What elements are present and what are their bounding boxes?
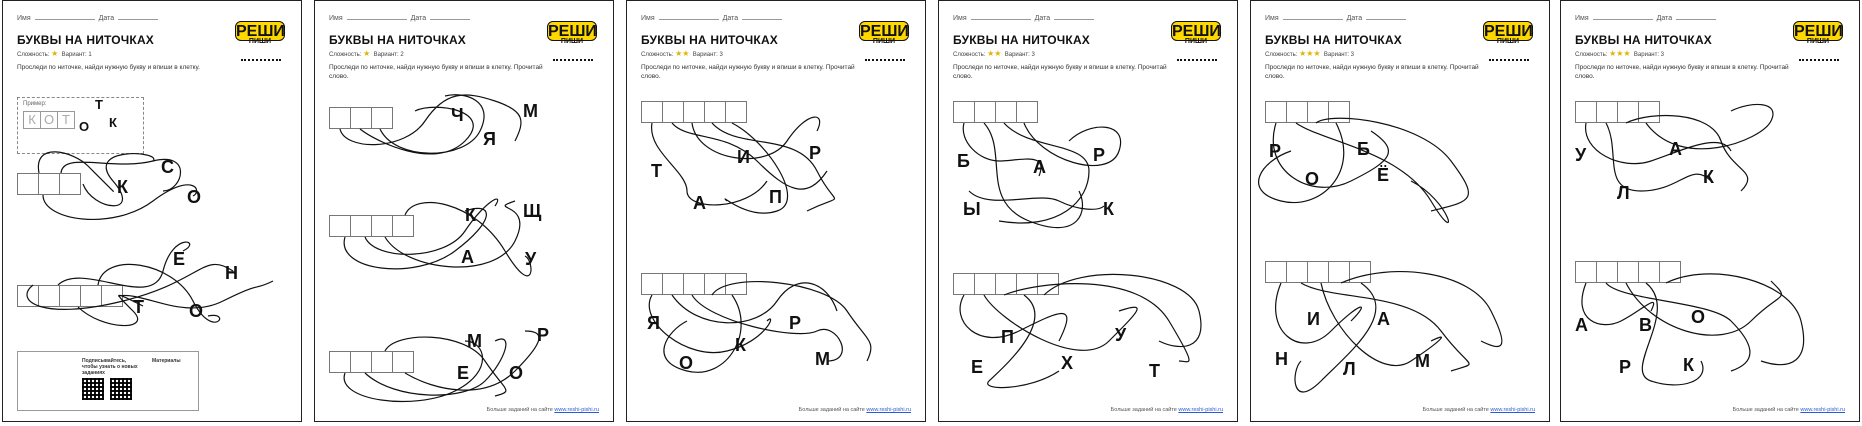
- instructions: Проследи по ниточке, найди нужную букву и впиши в клетку. Прочитай слово.: [1265, 64, 1479, 80]
- instructions: Проследи по ниточке, найди нужную букву и впиши в клетку. Прочитай слово.: [953, 64, 1167, 80]
- instructions: Проследи по ниточке, найди нужную букву и впиши в клетку. Прочитай слово.: [329, 64, 543, 80]
- thread-letter: Н: [225, 263, 238, 283]
- thread-lines: [939, 1, 1238, 422]
- thread-letter: П: [1001, 327, 1014, 347]
- thread-letter: К: [1103, 199, 1114, 219]
- thread-letter: К: [1703, 167, 1714, 187]
- thread-letter: О: [1691, 307, 1706, 327]
- thread-letter: А: [461, 247, 474, 267]
- thread-letter: М: [523, 101, 538, 121]
- thread-letter: К: [735, 335, 746, 355]
- thread-letter: И: [737, 147, 750, 167]
- thread-letter: С: [161, 157, 174, 177]
- logo: РЕШИ ПИШИ: [1172, 23, 1221, 45]
- instructions: Проследи по ниточке, найди нужную букву и впиши в клетку. Прочитай слово.: [1575, 64, 1789, 80]
- footer: Больше заданий на сайте www.reshi-pishi.ru: [1732, 407, 1845, 413]
- header-fields: Имя Дата: [1575, 13, 1720, 22]
- thread-letter: О: [509, 363, 524, 383]
- thread-letter: М: [1415, 351, 1430, 371]
- thread-letter: Л: [1343, 359, 1356, 379]
- thread-letter: Е: [457, 363, 470, 383]
- qr-code[interactable]: [82, 378, 104, 400]
- example-cell: О: [40, 111, 58, 129]
- thread-letter: О: [189, 301, 204, 321]
- star-icon: ★★★: [1299, 49, 1321, 58]
- instructions: Проследи по ниточке, найди нужную букву и впиши в клетку. Прочитай слово.: [641, 64, 855, 80]
- thread-letter: Я: [647, 313, 660, 333]
- star-icon: ★★: [675, 49, 690, 58]
- header-fields: Имя Дата: [953, 13, 1098, 22]
- thread-letter: Р: [1093, 145, 1106, 165]
- footer: Больше заданий на сайте www.reshi-pishi.ru: [1110, 407, 1223, 413]
- page-title: БУКВЫ НА НИТОЧКАХ: [1265, 33, 1403, 47]
- thread-letter: Т: [651, 161, 662, 181]
- worksheet-page-4: [938, 0, 1238, 422]
- thread-letter: У: [1115, 325, 1127, 345]
- difficulty-row: Сложность: ★★ Вариант: 3: [953, 49, 1035, 58]
- thread-letter: Ы: [963, 199, 981, 219]
- example-letter: К: [109, 115, 117, 130]
- worksheet-page-5: [1250, 0, 1550, 422]
- thread-letter: Щ: [523, 201, 542, 221]
- thread-letter: Р: [789, 313, 802, 333]
- star-icon: ★: [363, 49, 371, 58]
- example-cell: К: [23, 111, 41, 129]
- thread-letter: Б: [1357, 139, 1370, 159]
- example-letter: О: [79, 119, 90, 134]
- thread-letter: К: [1683, 355, 1694, 375]
- difficulty-row: Сложность: ★★★ Вариант: 3: [1265, 49, 1355, 58]
- thread-letter: Р: [1619, 357, 1632, 377]
- thread-letter: О: [1305, 169, 1320, 189]
- thread-letter: Р: [537, 325, 550, 345]
- thread-letter: Ё: [1377, 165, 1390, 185]
- thread-letter: Ч: [451, 105, 464, 125]
- thread-letter: И: [1307, 309, 1320, 329]
- footer: Больше заданий на сайте www.reshi-pishi.ru: [1422, 407, 1535, 413]
- footer-link[interactable]: www.reshi-pishi.ru: [866, 407, 911, 413]
- logo: РЕШИ ПИШИ: [860, 23, 909, 45]
- thread-lines: [627, 1, 926, 422]
- thread-letter: Е: [173, 249, 186, 269]
- thread-letter: А: [1575, 315, 1588, 335]
- info-panel: [17, 351, 199, 411]
- footer-link[interactable]: www.reshi-pishi.ru: [554, 407, 599, 413]
- footer: Больше заданий на сайте www.reshi-pishi.ru: [486, 407, 599, 413]
- thread-letter: Р: [1269, 141, 1282, 161]
- thread-letter: У: [525, 249, 537, 269]
- header-fields: Имя Дата: [641, 13, 786, 22]
- logo: РЕШИ ПИШИ: [236, 23, 285, 45]
- thread-letter: Т: [1149, 361, 1160, 381]
- thread-letter: А: [1669, 139, 1682, 159]
- example-cell: Т: [57, 111, 75, 129]
- worksheet-page-1: [2, 0, 302, 422]
- thread-lines: [1251, 1, 1550, 422]
- example-label: Пример:: [23, 101, 47, 107]
- example-letter: Т: [95, 97, 103, 112]
- difficulty-row: Сложность: ★ Вариант: 2: [329, 49, 404, 58]
- page-title: БУКВЫ НА НИТОЧКАХ: [1575, 33, 1713, 47]
- info-side-label: Материалы: [152, 358, 181, 364]
- thread-letter: Х: [1061, 353, 1074, 373]
- thread-letter: О: [679, 353, 694, 373]
- worksheet-page-6: [1560, 0, 1860, 422]
- footer: Больше заданий на сайте www.reshi-pishi.ru: [798, 407, 911, 413]
- thread-letter: Н: [1275, 349, 1288, 369]
- star-icon: ★: [51, 49, 59, 58]
- header-fields: Имя Дата: [329, 13, 474, 22]
- header-fields: Имя Дата: [17, 13, 162, 22]
- difficulty-row: Сложность: ★★ Вариант: 3: [641, 49, 723, 58]
- thread-letter: М: [815, 349, 830, 369]
- info-title: Подписывайтесь, чтобы узнать о новых заданиях: [82, 358, 138, 376]
- difficulty-row: Сложность: ★★★ Вариант: 3: [1575, 49, 1665, 58]
- instructions: Проследи по ниточке, найди нужную букву и впиши в клетку.: [17, 64, 200, 71]
- page-title: БУКВЫ НА НИТОЧКАХ: [329, 33, 467, 47]
- thread-letter: А: [1033, 157, 1046, 177]
- star-icon: ★★★: [1609, 49, 1631, 58]
- header-fields: Имя Дата: [1265, 13, 1410, 22]
- page-title: БУКВЫ НА НИТОЧКАХ: [953, 33, 1091, 47]
- footer-link[interactable]: www.reshi-pishi.ru: [1800, 407, 1845, 413]
- page-title: БУКВЫ НА НИТОЧКАХ: [641, 33, 779, 47]
- thread-letter: В: [1639, 315, 1652, 335]
- thread-letter: Т: [133, 297, 144, 317]
- thread-letter: К: [465, 205, 476, 225]
- star-icon: ★★: [987, 49, 1002, 58]
- difficulty-row: Сложность: ★ Вариант: 1: [17, 49, 92, 58]
- logo: РЕШИ ПИШИ: [1794, 23, 1843, 45]
- footer-link[interactable]: www.reshi-pishi.ru: [1178, 407, 1223, 413]
- thread-lines: [1561, 1, 1860, 422]
- thread-letter: Р: [809, 143, 822, 163]
- thread-letter: У: [1575, 145, 1587, 165]
- thread-letter: Б: [957, 151, 970, 171]
- page-title: БУКВЫ НА НИТОЧКАХ: [17, 33, 155, 47]
- thread-letter: А: [693, 193, 706, 213]
- logo: РЕШИ ПИШИ: [1484, 23, 1533, 45]
- worksheet-page-3: [626, 0, 926, 422]
- thread-letter: Е: [971, 357, 984, 377]
- worksheet-page-2: [314, 0, 614, 422]
- logo: РЕШИ ПИШИ: [548, 23, 597, 45]
- thread-letter: Л: [1617, 183, 1630, 203]
- footer-link[interactable]: www.reshi-pishi.ru: [1490, 407, 1535, 413]
- thread-letter: П: [769, 187, 782, 207]
- thread-letter: К: [117, 177, 128, 197]
- qr-code[interactable]: [110, 378, 132, 400]
- thread-letter: О: [187, 187, 202, 207]
- thread-letter: А: [1377, 309, 1390, 329]
- thread-letter: Я: [483, 129, 496, 149]
- thread-letter: М: [467, 331, 482, 351]
